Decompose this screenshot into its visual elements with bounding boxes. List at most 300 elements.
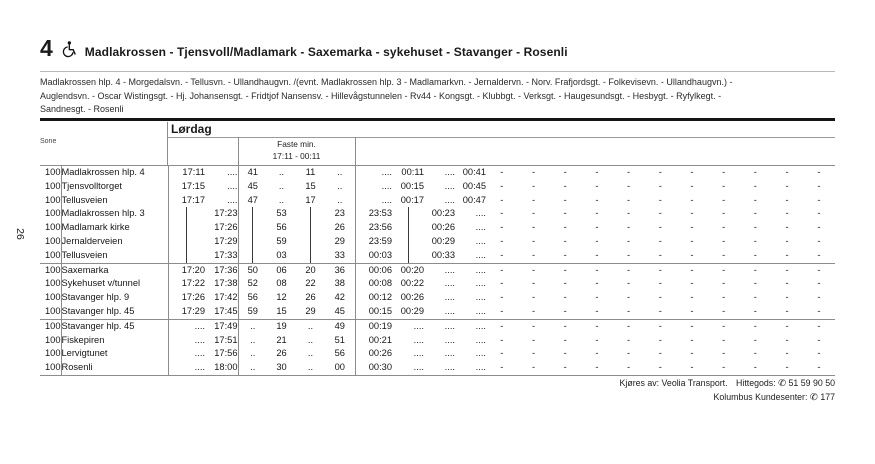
empty-cell: -: [690, 167, 694, 177]
empty-cell: -: [658, 292, 662, 303]
minutes-cell: 20: [296, 263, 325, 277]
empty-cell: -: [581, 263, 613, 277]
empty-cell: -: [500, 222, 504, 233]
empty-cell: -: [753, 249, 757, 260]
minutes-cell: 26: [334, 222, 345, 233]
empty-cell: -: [563, 249, 567, 260]
time-cell: 00:29: [400, 305, 424, 316]
empty-cell: -: [500, 249, 504, 260]
minutes-cell: 19: [267, 319, 296, 333]
customer-center-phone: 177: [820, 391, 835, 402]
time-cell: 00:21: [355, 334, 392, 348]
empty-cell: -: [531, 222, 536, 233]
empty-cell: -: [531, 348, 536, 359]
empty-cell: -: [627, 292, 631, 303]
phone-icon: ✆: [778, 378, 787, 389]
minutes-cell: ..: [307, 362, 314, 373]
route-header: [40, 35, 568, 61]
empty-cell: -: [627, 194, 631, 205]
time-cell: 00:30: [355, 361, 392, 375]
route-continues-bar: [310, 221, 311, 235]
time-cell: [392, 221, 424, 235]
empty-cell: -: [549, 319, 581, 333]
empty-cell: -: [627, 167, 631, 177]
minutes-cell: 49: [325, 319, 355, 333]
minutes-cell: 41: [238, 166, 267, 180]
empty-cell: -: [753, 278, 757, 289]
time-cell: 17:51: [214, 334, 238, 345]
time-cell: 00:06: [355, 263, 392, 277]
minutes-cell: 29: [305, 305, 316, 316]
minutes-cell: 36: [325, 263, 355, 277]
stop-name-cell: Madlakrossen hlp. 3: [61, 207, 168, 221]
time-cell: ....: [444, 167, 455, 177]
empty-cell: -: [595, 194, 599, 205]
empty-cell: -: [518, 319, 550, 333]
time-cell: ....: [168, 361, 205, 375]
empty-cell: -: [658, 180, 662, 191]
empty-cell: -: [500, 305, 504, 316]
route-description-line: Auglendsvn. - Oscar Wistingsgt. - Hj. Johansensgt. - Fridtjof Nansensv. - Hillevågstunnelen - Rv44 - Kongsgt. - Klubbgt. - Verksgt. - Haugesundsgt. - Hesbygt. - Ryfylkegt. -: [40, 90, 722, 101]
empty-cell: -: [627, 208, 631, 219]
minutes-cell: 11: [305, 167, 316, 177]
empty-cell: -: [500, 334, 504, 345]
time-cell: 00:45: [462, 180, 486, 191]
time-cell: ....: [413, 362, 424, 373]
time-cell: 17:26: [168, 291, 205, 305]
minutes-cell: 29: [334, 235, 345, 246]
time-cell: ....: [168, 347, 205, 361]
empty-cell: -: [563, 167, 567, 177]
time-cell: ....: [424, 263, 455, 277]
empty-cell: -: [785, 208, 789, 219]
stop-name-cell: Fiskepiren: [61, 334, 168, 348]
time-cell: ....: [475, 334, 486, 345]
empty-cell: -: [690, 278, 694, 289]
minutes-cell: 15: [276, 305, 287, 316]
time-cell: ....: [444, 180, 455, 191]
stop-row: [40, 166, 835, 180]
time-cell: ....: [227, 180, 238, 191]
empty-cell: -: [500, 348, 504, 359]
minutes-cell: 21: [276, 334, 287, 345]
time-cell: ....: [355, 194, 392, 208]
minutes-cell: ..: [278, 167, 285, 177]
empty-cell: -: [803, 319, 835, 333]
empty-cell: -: [753, 208, 757, 219]
empty-cell: -: [500, 292, 504, 303]
time-cell: 17:33: [214, 249, 238, 260]
empty-cell: -: [722, 305, 726, 316]
time-cell: ....: [475, 249, 486, 260]
zone-cell: 100: [44, 167, 61, 177]
time-cell: 00:26: [431, 222, 455, 233]
route-continues-bar: [408, 221, 409, 235]
day-header-underline: [167, 137, 835, 138]
empty-cell: -: [563, 362, 567, 373]
minutes-cell: 26: [305, 292, 316, 303]
page-number: 26: [14, 228, 26, 240]
empty-cell: -: [486, 319, 518, 333]
minutes-cell: ..: [238, 347, 267, 361]
operated-by-text: Kjøres av: Veolia Transport.: [619, 378, 728, 388]
minutes-cell: 47: [238, 194, 267, 208]
minutes-cell: [238, 235, 267, 249]
empty-cell: -: [722, 222, 726, 233]
minutes-cell: 53: [276, 208, 287, 219]
empty-cell: -: [676, 263, 708, 277]
route-description-line: Sandnesgt. - Rosenli: [40, 104, 124, 114]
route-description-line: Madlakrossen hlp. 4 - Morgedalsvn. - Tellusvn. - Ullandhaugvn. /(evnt. Madlakrossen hlp. 3 - Madlamarkvn. - Jernaldervn. - Norv. Frafjordsgt. - Folkevisevn. - Ullandhaugvn.) -: [40, 77, 733, 87]
empty-cell: -: [595, 249, 599, 260]
stop-name-cell: Tellusveien: [61, 194, 168, 208]
empty-cell: -: [658, 305, 662, 316]
empty-cell: -: [563, 180, 567, 191]
empty-cell: -: [563, 208, 567, 219]
minutes-cell: [238, 207, 267, 221]
zone-cell: 100: [44, 208, 61, 219]
route-continues-bar: [310, 235, 311, 249]
time-cell: ....: [444, 305, 455, 316]
empty-cell: -: [563, 278, 567, 289]
fixed-minutes-range: 17:11 - 00:11: [272, 151, 321, 161]
stop-name-cell: Rosenli: [61, 361, 168, 375]
time-cell: 00:11: [401, 167, 424, 177]
empty-cell: -: [753, 222, 757, 233]
time-cell: 17:29: [214, 235, 238, 246]
customer-center-label: Kolumbus Kundesenter:: [713, 391, 808, 402]
empty-cell: -: [500, 362, 504, 373]
empty-cell: -: [500, 278, 504, 289]
minutes-cell: 12: [276, 292, 287, 303]
empty-cell: -: [785, 235, 789, 246]
empty-cell: -: [817, 278, 821, 289]
empty-cell: -: [785, 278, 789, 289]
minutes-cell: ..: [337, 167, 343, 177]
empty-cell: -: [595, 362, 599, 373]
empty-cell: -: [531, 292, 536, 303]
empty-cell: -: [817, 292, 821, 303]
empty-cell: -: [690, 235, 694, 246]
stop-name-cell: Tjensvolltorget: [61, 180, 168, 194]
minutes-cell: ..: [296, 319, 325, 333]
empty-cell: -: [753, 334, 757, 345]
empty-cell: -: [722, 362, 726, 373]
header-vertical-rule: [167, 122, 168, 166]
empty-cell: -: [531, 278, 536, 289]
minutes-cell: [238, 249, 267, 263]
header-divider: [40, 71, 835, 72]
empty-cell: -: [722, 249, 726, 260]
empty-cell: -: [722, 348, 726, 359]
stop-name-cell: Stavanger hlp. 45: [61, 319, 168, 333]
time-cell: 00:15: [400, 180, 424, 191]
empty-cell: -: [627, 305, 631, 316]
time-cell: ....: [413, 334, 424, 345]
empty-cell: -: [740, 319, 772, 333]
time-cell: ....: [424, 319, 455, 333]
minutes-cell: 30: [276, 362, 287, 373]
time-cell: 00:29: [431, 235, 455, 246]
time-cell: 00:26: [400, 292, 424, 303]
minutes-cell: [296, 207, 325, 221]
minutes-cell: 17: [305, 194, 316, 205]
stop-row: [40, 249, 835, 263]
time-cell: 17:23: [214, 208, 238, 219]
empty-cell: -: [817, 222, 821, 233]
empty-cell: -: [803, 263, 835, 277]
empty-cell: -: [817, 305, 821, 316]
time-cell: ....: [444, 194, 455, 205]
empty-cell: -: [753, 362, 757, 373]
empty-cell: -: [753, 305, 757, 316]
empty-cell: -: [595, 222, 599, 233]
time-cell: ....: [475, 362, 486, 373]
empty-cell: -: [658, 249, 662, 260]
route-continues-bar: [408, 249, 409, 263]
minutes-cell: 56: [334, 348, 345, 359]
stop-row: [40, 277, 835, 291]
time-cell: ....: [475, 278, 486, 289]
empty-cell: -: [613, 263, 645, 277]
route-continues-bar: [186, 221, 187, 235]
empty-cell: -: [753, 180, 757, 191]
time-cell: 00:08: [355, 277, 392, 291]
minutes-cell: 56: [238, 291, 267, 305]
stop-row: [40, 235, 835, 249]
stop-row: [40, 180, 835, 194]
empty-cell: -: [627, 334, 631, 345]
empty-cell: -: [531, 194, 536, 205]
route-continues-bar: [408, 207, 409, 221]
lost-property-label: Hittegods:: [736, 378, 776, 388]
empty-cell: -: [722, 235, 726, 246]
empty-cell: -: [722, 194, 726, 205]
stop-name-cell: Madlamark kirke: [61, 221, 168, 235]
empty-cell: -: [595, 305, 599, 316]
time-cell: 00:19: [355, 319, 392, 333]
stop-name-cell: Madlakrossen hlp. 4: [61, 166, 168, 180]
zone-cell: 100: [44, 292, 61, 303]
stop-row: [40, 194, 835, 208]
stop-name-cell: Saxemarka: [61, 263, 168, 277]
empty-cell: -: [563, 305, 567, 316]
stop-name-cell: Stavanger hlp. 45: [61, 305, 168, 319]
stop-row: [40, 221, 835, 235]
time-cell: ....: [444, 334, 455, 345]
zone-cell: 100: [44, 222, 61, 233]
time-cell: 17:15: [168, 180, 205, 194]
stop-name-cell: Sykehuset v/tunnel: [61, 277, 168, 291]
empty-cell: -: [595, 334, 599, 345]
time-cell: 17:38: [214, 278, 238, 289]
time-cell: 17:42: [214, 292, 238, 303]
empty-cell: -: [785, 305, 789, 316]
empty-cell: -: [690, 292, 694, 303]
empty-cell: -: [690, 249, 694, 260]
route-continues-bar: [252, 249, 253, 263]
time-cell: ....: [168, 319, 205, 333]
stop-row: [40, 207, 835, 221]
time-cell: [392, 207, 424, 221]
empty-cell: -: [595, 235, 599, 246]
empty-cell: -: [690, 180, 694, 191]
minutes-cell: ..: [337, 194, 343, 205]
empty-cell: -: [785, 222, 789, 233]
empty-cell: -: [563, 348, 567, 359]
time-cell: ....: [475, 348, 486, 359]
time-cell: 17:17: [168, 194, 205, 208]
table-top-rule: [40, 118, 835, 121]
zone-cell: 100: [44, 194, 61, 205]
zone-cell: 100: [44, 334, 61, 345]
empty-cell: -: [817, 167, 821, 177]
time-cell: ....: [475, 208, 486, 219]
empty-cell: -: [708, 319, 740, 333]
time-cell: ....: [413, 348, 424, 359]
zone-column-label: Sone: [40, 138, 57, 145]
route-continues-bar: [252, 221, 253, 235]
time-cell: [168, 249, 205, 263]
empty-cell: -: [722, 167, 726, 177]
time-cell: ....: [168, 334, 205, 348]
empty-cell: -: [658, 362, 662, 373]
route-continues-bar: [310, 207, 311, 221]
route-continues-bar: [186, 235, 187, 249]
time-cell: ....: [227, 167, 238, 177]
empty-cell: -: [500, 180, 504, 191]
minutes-cell: [296, 235, 325, 249]
empty-cell: -: [627, 249, 631, 260]
stop-row: [40, 361, 835, 375]
minutes-cell: 33: [334, 249, 345, 260]
zone-cell: 100: [44, 305, 61, 316]
time-cell: ....: [444, 278, 455, 289]
time-cell: 17:45: [214, 305, 238, 316]
empty-cell: -: [563, 222, 567, 233]
stop-name-cell: Stavanger hlp. 9: [61, 291, 168, 305]
empty-cell: -: [658, 208, 662, 219]
empty-cell: -: [531, 249, 536, 260]
empty-cell: -: [690, 362, 694, 373]
time-cell: [168, 235, 205, 249]
minutes-cell: 00: [334, 362, 345, 373]
empty-cell: -: [531, 334, 536, 345]
empty-cell: -: [531, 180, 536, 191]
time-cell: ....: [444, 292, 455, 303]
phone-icon: ✆: [809, 391, 818, 403]
empty-cell: -: [771, 263, 803, 277]
time-cell: 17:20: [168, 263, 205, 277]
empty-cell: -: [563, 235, 567, 246]
stop-row: [40, 263, 835, 277]
empty-cell: -: [740, 263, 772, 277]
empty-cell: -: [785, 249, 789, 260]
empty-cell: -: [595, 278, 599, 289]
empty-cell: -: [595, 167, 599, 177]
minutes-cell: 45: [334, 305, 345, 316]
empty-cell: -: [722, 292, 726, 303]
empty-cell: -: [518, 263, 550, 277]
time-cell: ....: [392, 319, 424, 333]
empty-cell: -: [658, 235, 662, 246]
empty-cell: -: [563, 194, 567, 205]
empty-cell: -: [531, 208, 536, 219]
empty-cell: -: [785, 167, 789, 177]
empty-cell: -: [817, 235, 821, 246]
empty-cell: -: [595, 292, 599, 303]
minutes-cell: ..: [337, 180, 343, 191]
empty-cell: -: [500, 208, 504, 219]
minutes-cell: 23: [334, 208, 345, 219]
empty-cell: -: [785, 292, 789, 303]
empty-cell: -: [627, 348, 631, 359]
empty-cell: -: [676, 319, 708, 333]
minutes-cell: 26: [276, 348, 287, 359]
empty-cell: -: [690, 222, 694, 233]
minutes-cell: [238, 221, 267, 235]
minutes-cell: 50: [238, 263, 267, 277]
empty-cell: -: [722, 208, 726, 219]
empty-cell: -: [658, 278, 662, 289]
minutes-cell: 15: [305, 180, 316, 191]
time-cell: ....: [444, 362, 455, 373]
empty-cell: -: [785, 180, 789, 191]
empty-cell: -: [613, 319, 645, 333]
minutes-cell: 45: [238, 180, 267, 194]
empty-cell: -: [531, 167, 536, 177]
time-cell: 18:00: [214, 362, 238, 373]
empty-cell: -: [500, 194, 504, 205]
timetable: [40, 166, 835, 376]
stop-row: [40, 334, 835, 348]
empty-cell: -: [722, 278, 726, 289]
lost-property-phone: 51 59 90 50: [788, 378, 835, 388]
minutes-cell: ..: [238, 361, 267, 375]
zone-cell: 100: [44, 362, 61, 373]
minutes-cell: ..: [307, 348, 314, 359]
route-description: [40, 76, 840, 117]
stop-name-cell: Tellusveien: [61, 249, 168, 263]
fixed-minutes-label: Faste min.: [277, 139, 316, 149]
time-cell: [392, 249, 424, 263]
time-cell: ....: [455, 263, 486, 277]
route-continues-bar: [186, 207, 187, 221]
empty-cell: -: [771, 319, 803, 333]
operator-line: [620, 377, 835, 391]
time-cell: 23:59: [355, 235, 392, 249]
minutes-cell: ..: [238, 334, 267, 348]
time-cell: 00:33: [431, 249, 455, 260]
empty-cell: -: [753, 235, 757, 246]
empty-cell: -: [690, 348, 694, 359]
zone-cell: 100: [44, 180, 61, 191]
time-cell: 17:49: [205, 319, 238, 333]
time-cell: ....: [475, 235, 486, 246]
empty-cell: -: [595, 180, 599, 191]
empty-cell: -: [690, 208, 694, 219]
route-continues-bar: [310, 249, 311, 263]
zone-cell: 100: [44, 278, 61, 289]
empty-cell: -: [785, 348, 789, 359]
minutes-cell: 38: [334, 278, 345, 289]
wheelchair-icon: [60, 40, 77, 63]
time-cell: [168, 207, 205, 221]
time-cell: 17:56: [214, 348, 238, 359]
time-cell: ....: [355, 180, 392, 194]
empty-cell: -: [753, 167, 757, 177]
time-cell: 17:29: [168, 305, 205, 319]
